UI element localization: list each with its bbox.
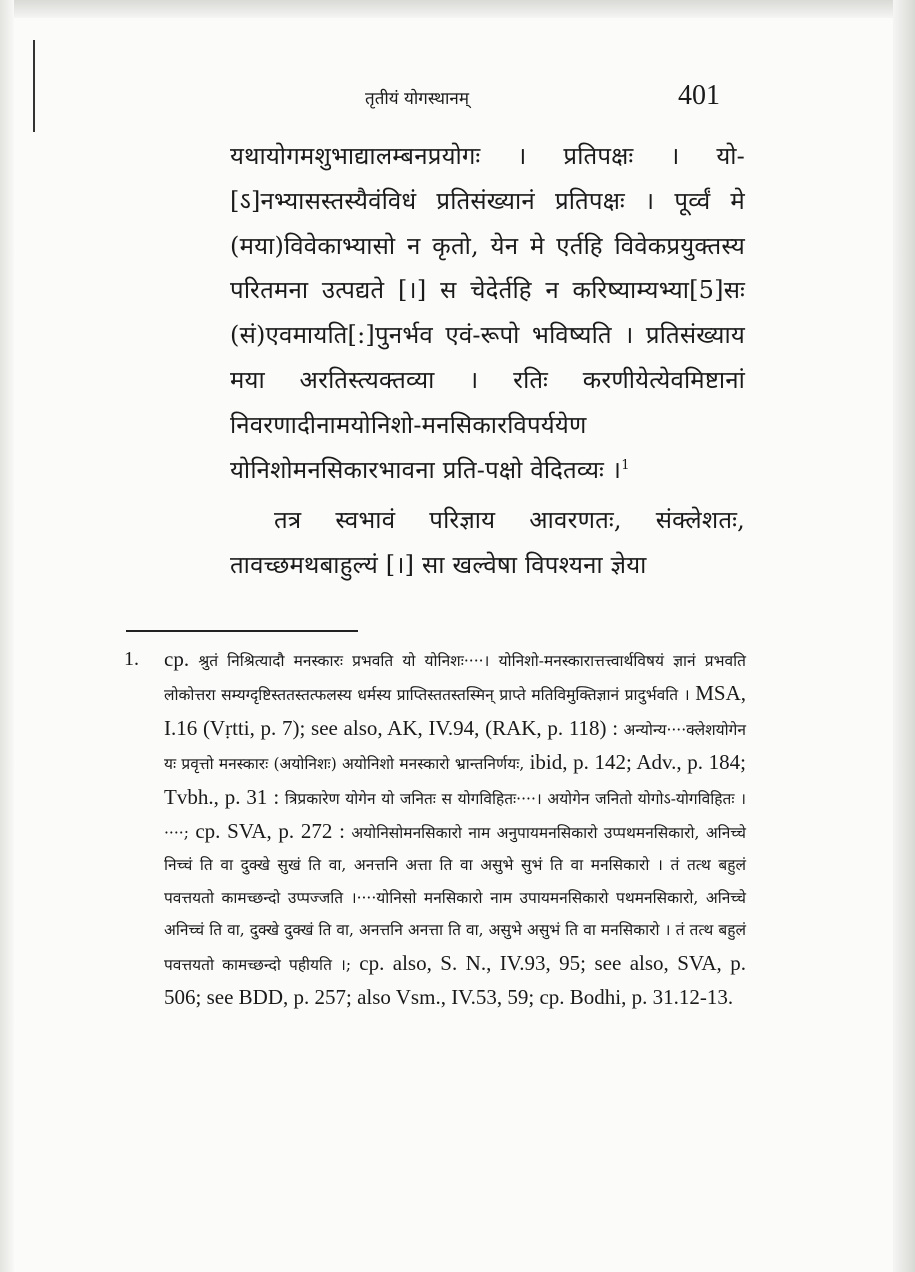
- footnote-segment: cp.: [164, 647, 190, 671]
- footnote-marker: 1: [621, 457, 630, 473]
- running-head: तृतीयं योगस्थानम्: [365, 89, 470, 109]
- footnote-number: 1.: [124, 648, 139, 670]
- scan-left-shadow: [0, 0, 14, 1272]
- footnote-segment: अयोनिसोमनसिकारो नाम अनुपायमनसिकारो उप्पथमनसिकारो, अनिच्चे निच्चं ति वा दुक्खे सुखं ति वा, अनत्तनि अत्ता ति वा असुभे सुभं ति वा मनसिकारो । तं तत्थ बहुलं पवत्तयतो कामच्छन्दो उप्पज्जति ।····योनिसो मनसिकारो नाम उपायमनसिकारो पथमनसिकारो, अनिच्चे अनिच्चं ति वा, दुक्खे दुक्खं ति वा, अनत्तनि अनत्ता ति वा, असुभे असुभं ति वा मनसिकारो । तं तत्थ बहुलं पवत्तयतो कामच्छन्दो पहीयति ।;: [164, 824, 746, 974]
- footnote-segment: त्रिप्रकारेण योगेन यो जनितः स योगविहितः····। अयोगेन जनितो योगोऽ-योगविहितः ।····;: [164, 789, 746, 843]
- footnote-segment: श्रुतं निश्रित्यादौ मनस्कारः प्रभवति यो योनिशः····। योनिशो-मनस्कारात्तत्त्वार्थविषयं ज्ञानं प्रभवति लोकोत्तरा सम्यग्दृष्टिस्ततस्तत्फलस्य धर्मस्य प्राप्तिस्ततस्तस्मिन् प्राप्ते मतिविमुक्तिज्ञानं प्रादुर्भवति ।: [164, 652, 746, 705]
- footnote-segment: ibid, p. 142; Adv., p. 184; Tvbh., p. 31 :: [164, 750, 746, 809]
- footnote-segment: MSA, I.16 (Vṛtti, p. 7); see also, AK, IV.94, (RAK, p. 118) :: [164, 681, 746, 740]
- main-text: [230, 134, 745, 588]
- scan-top-shadow: [0, 0, 915, 18]
- margin-line: [33, 40, 35, 132]
- paragraph-1: [230, 134, 745, 492]
- footnote-separator: [126, 630, 358, 632]
- paragraph-1-text: यथायोगमशुभाद्यालम्बनप्रयोगः । प्रतिपक्षः । यो-[ऽ]नभ्यासस्तस्यैवंविधं प्रतिसंख्यानं प्रतिपक्षः । पूर्व्वं मे (मया)विवेकाभ्यासो न कृतो, येन मे एर्तहि विवेकप्रयुक्तस्य परितमना उत्पद्यते [।] स चेदेर्तहि न करिष्याम्यभ्या[5]सः (सं)एवमायति[:]पुनर्भव एवं-रूपो भविष्यति । प्रतिसंख्याय मया अरतिस्त्यक्तव्या । रतिः करणीयेत्येवमिष्टानां निवरणादीनामयोनिशो-मनसिकारविपर्ययेण योनिशोमनसिकारभावना प्रति-पक्षो वेदितव्यः ।: [230, 142, 745, 484]
- page-header: [230, 80, 750, 122]
- footnote-segment: अन्योन्य····क्लेशयोगेन यः प्रवृत्तो मनस्कारः (अयोनिशः) अयोनिशो मनस्कारो भ्रान्तनिर्णयः,: [164, 720, 746, 774]
- scan-right-shadow: [893, 0, 915, 1272]
- footnote-block: [124, 643, 746, 1015]
- footnote-segment: cp. also, S. N., IV.93, 95; see also, SVA, p. 506; see BDD, p. 257; also Vsm., IV.53, 59; cp. Bodhi, p. 31.12-13.: [164, 950, 746, 1010]
- footnote-segment: cp. SVA, p. 272 :: [195, 819, 345, 844]
- paragraph-2: तत्र स्वभावं परिज्ञाय आवरणतः, संक्लेशतः, तावच्छमथबाहुल्यं [।] सा खल्वेषा विपश्यना ज्ञेया: [230, 506, 745, 580]
- footnote-text: [164, 643, 746, 1015]
- page-number: 401: [678, 80, 720, 111]
